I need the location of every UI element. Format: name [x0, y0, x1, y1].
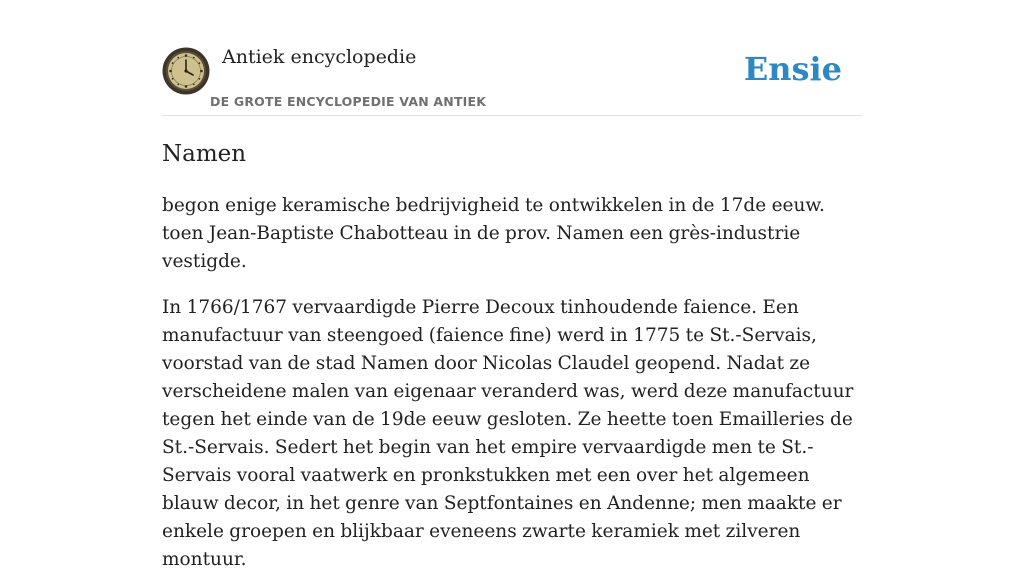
site-header [162, 0, 862, 116]
site-subtitle: DE GROTE ENCYCLOPEDIE VAN ANTIEK [210, 94, 487, 109]
page-title: Namen [162, 141, 247, 167]
ensie-brand-link[interactable]: Ensie [743, 50, 842, 88]
article [162, 138, 862, 574]
article-paragraph: begon enige keramische bedrijvigheid te ontwikkelen in de 17de eeuw. toen Jean-Baptiste Chabotteau in de prov. Namen een grès-industrie vestigde. [162, 195, 825, 272]
antique-clock-icon[interactable] [162, 47, 210, 95]
site-title[interactable]: Antiek encyclopedie [222, 46, 417, 68]
article-paragraph: In 1766/1767 vervaardigde Pierre Decoux tinhoudende faience. Een manufactuur van steengoed (faience fine) werd in 1775 te St.-Servais, voorstad van de stad Namen door Nicolas Claudel geopend. Nadat ze verscheidene malen van eigenaar veranderd was, werd deze manufactuur tegen het einde van de 19de eeuw gesloten. Ze heette toen Emailleries de St.-Servais. Sedert het begin van het empire vervaardigde men te St.-Servais vooral vaatwerk en pronkstukken met een over het algemeen blauw decor, in het genre van Septfontaines en Andenne; men maakte er enkele groepen en blijkbaar eveneens zwarte keramiek met zilveren montuur. [162, 297, 854, 570]
